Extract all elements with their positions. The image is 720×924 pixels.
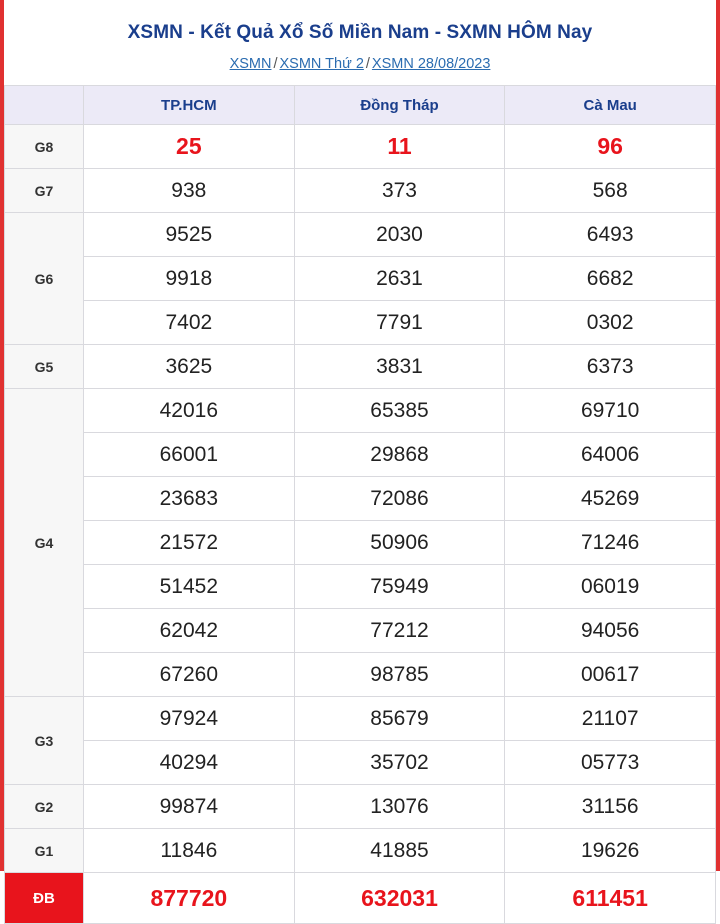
table-row: [5, 785, 716, 829]
breadcrumb-link-weekday[interactable]: XSMN Thứ 2: [279, 56, 364, 72]
result-cell: 9918: [84, 257, 295, 301]
result-cell: 3625: [84, 345, 295, 389]
result-cell: 40294: [84, 741, 295, 785]
table-row: [5, 125, 716, 169]
result-cell: 6373: [505, 345, 716, 389]
result-cell: 21572: [84, 521, 295, 565]
result-cell: 45269: [505, 477, 716, 521]
results-table: [4, 85, 716, 924]
result-cell: 877720: [84, 873, 295, 924]
table-row: [5, 521, 716, 565]
result-cell: 77212: [294, 609, 505, 653]
result-cell: 11: [294, 125, 505, 169]
table-row: [5, 741, 716, 785]
breadcrumb: [4, 56, 716, 72]
result-cell: 19626: [505, 829, 716, 873]
table-row: [5, 345, 716, 389]
breadcrumb-link-xsmn[interactable]: XSMN: [229, 56, 272, 72]
result-cell: 99874: [84, 785, 295, 829]
table-header-row: [5, 86, 716, 125]
column-header-province-3: Cà Mau: [505, 86, 716, 125]
result-cell: 64006: [505, 433, 716, 477]
result-cell: 373: [294, 169, 505, 213]
result-cell: 65385: [294, 389, 505, 433]
result-cell: 6493: [505, 213, 716, 257]
result-cell: 94056: [505, 609, 716, 653]
result-cell: 97924: [84, 697, 295, 741]
result-cell: 69710: [505, 389, 716, 433]
result-cell: 6682: [505, 257, 716, 301]
prize-label-g6: G6: [5, 213, 84, 345]
page-title: XSMN - Kết Quả Xổ Số Miền Nam - SXMN HÔM Nay: [127, 22, 593, 43]
result-cell: 21107: [505, 697, 716, 741]
result-cell: 71246: [505, 521, 716, 565]
prize-label-g8: G8: [5, 125, 84, 169]
breadcrumb-link-date[interactable]: XSMN 28/08/2023: [371, 56, 491, 72]
prize-label-g7: G7: [5, 169, 84, 213]
table-row: [5, 565, 716, 609]
table-row: [5, 829, 716, 873]
result-cell: 00617: [505, 653, 716, 697]
table-row: [5, 257, 716, 301]
result-cell: 75949: [294, 565, 505, 609]
result-cell: 23683: [84, 477, 295, 521]
result-cell: 568: [505, 169, 716, 213]
result-cell: 13076: [294, 785, 505, 829]
result-cell: 11846: [84, 829, 295, 873]
prize-label-db: ĐB: [5, 873, 84, 924]
result-cell: 7402: [84, 301, 295, 345]
result-cell: 29868: [294, 433, 505, 477]
prize-label-g4: G4: [5, 389, 84, 697]
result-cell: 9525: [84, 213, 295, 257]
table-row: [5, 213, 716, 257]
prize-label-g2: G2: [5, 785, 84, 829]
table-row: [5, 697, 716, 741]
result-cell: 2631: [294, 257, 505, 301]
table-row: [5, 477, 716, 521]
result-cell: 0302: [505, 301, 716, 345]
column-header-province-1: TP.HCM: [84, 86, 295, 125]
table-row: [5, 433, 716, 477]
result-cell: 41885: [294, 829, 505, 873]
result-cell: 05773: [505, 741, 716, 785]
table-row: [5, 169, 716, 213]
page-header: [4, 0, 716, 85]
result-cell: 67260: [84, 653, 295, 697]
result-cell: 51452: [84, 565, 295, 609]
result-cell: 62042: [84, 609, 295, 653]
result-cell: 85679: [294, 697, 505, 741]
table-head: [5, 86, 716, 125]
result-cell: 98785: [294, 653, 505, 697]
table-row: [5, 609, 716, 653]
result-cell: 25: [84, 125, 295, 169]
result-cell: 35702: [294, 741, 505, 785]
result-cell: 66001: [84, 433, 295, 477]
table-body: [5, 125, 716, 924]
table-row: [5, 301, 716, 345]
table-row: [5, 389, 716, 433]
table-row: [5, 873, 716, 924]
prize-label-g1: G1: [5, 829, 84, 873]
result-cell: 3831: [294, 345, 505, 389]
column-header-province-2: Đồng Tháp: [294, 86, 505, 125]
result-cell: 2030: [294, 213, 505, 257]
result-cell: 31156: [505, 785, 716, 829]
result-cell: 632031: [294, 873, 505, 924]
result-cell: 96: [505, 125, 716, 169]
result-cell: 7791: [294, 301, 505, 345]
table-row: [5, 653, 716, 697]
result-cell: 50906: [294, 521, 505, 565]
prize-label-g5: G5: [5, 345, 84, 389]
result-cell: 611451: [505, 873, 716, 924]
breadcrumb-separator-2: /: [365, 56, 370, 72]
result-cell: 938: [84, 169, 295, 213]
result-cell: 42016: [84, 389, 295, 433]
breadcrumb-separator-1: /: [273, 56, 278, 72]
result-cell: 72086: [294, 477, 505, 521]
result-cell: 06019: [505, 565, 716, 609]
prize-label-g3: G3: [5, 697, 84, 785]
column-header-prize: [5, 86, 84, 125]
